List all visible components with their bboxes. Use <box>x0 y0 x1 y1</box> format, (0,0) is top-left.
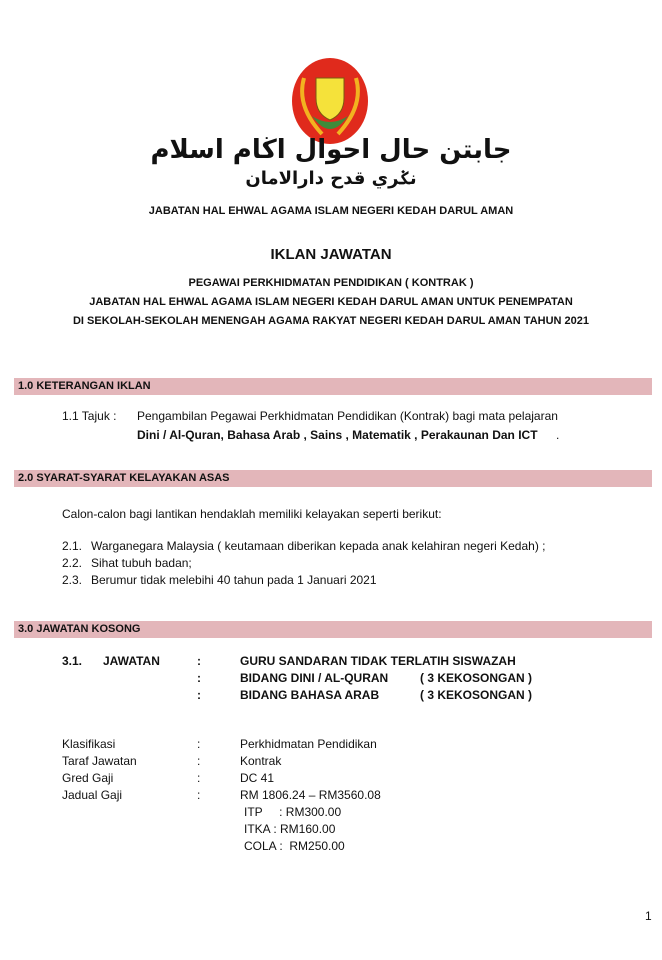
org-name: JABATAN HAL EHWAL AGAMA ISLAM NEGERI KEDAH DARUL AMAN <box>148 205 514 217</box>
colon: : <box>197 788 201 802</box>
req-text: Berumur tidak melebihi 40 tahun pada 1 Januari 2021 <box>91 573 377 587</box>
detail-value: DC 41 <box>240 771 275 785</box>
tajuk-label: 1.1 Tajuk : <box>62 409 117 423</box>
vacancy-count: ( 3 KEKOSONGAN ) <box>420 671 533 685</box>
detail-label: Gred Gaji <box>62 771 114 785</box>
logo-jawi-line1: جابتن حال احوال اڬام اسلام <box>150 135 512 165</box>
detail-label: Jadual Gaji <box>62 788 123 802</box>
colon: : <box>197 671 201 685</box>
subtitle-line: JABATAN HAL EHWAL AGAMA ISLAM NEGERI KEDAH DARUL AMAN UNTUK PENEMPATAN <box>89 296 573 308</box>
section-heading-1: 1.0 KETERANGAN IKLAN <box>14 378 652 395</box>
subtitle-line: PEGAWAI PERKHIDMATAN PENDIDIKAN ( KONTRAK ) <box>188 277 474 289</box>
req-text: Warganegara Malaysia ( keutamaan diberikan kepada anak kelahiran negeri Kedah) ; <box>91 539 546 553</box>
detail-label: Klasifikasi <box>62 737 116 751</box>
post-title: GURU SANDARAN TIDAK TERLATIH SISWAZAH <box>240 654 516 668</box>
req-num: 2.2. <box>62 556 83 570</box>
tajuk-dot: . <box>556 428 560 442</box>
tajuk-subjects: Dini / Al-Quran, Bahasa Arab , Sains , Matematik , Perakaunan Dan ICT <box>137 428 538 442</box>
detail-label: Taraf Jawatan <box>62 754 137 768</box>
detail-value: RM 1806.24 – RM3560.08 <box>240 788 381 802</box>
page-number: 1 <box>645 909 652 923</box>
detail-value: Kontrak <box>240 754 282 768</box>
colon: : <box>197 754 201 768</box>
post-num: 3.1. <box>62 654 83 668</box>
page-title: IKLAN JAWATAN <box>270 246 392 263</box>
colon: : <box>197 771 201 785</box>
post-label: JAWATAN <box>103 654 160 668</box>
req-num: 2.1. <box>62 539 83 553</box>
section-heading-3: 3.0 JAWATAN KOSONG <box>14 621 652 638</box>
section-heading-2: 2.0 SYARAT-SYARAT KELAYAKAN ASAS <box>14 470 652 487</box>
post-title: BIDANG DINI / AL-QURAN <box>240 671 389 685</box>
allowance: ITP : RM300.00 <box>244 805 342 819</box>
tajuk-text: Pengambilan Pegawai Perkhidmatan Pendidikan (Kontrak) bagi mata pelajaran <box>137 409 558 423</box>
req-num: 2.3. <box>62 573 83 587</box>
post-title: BIDANG BAHASA ARAB <box>240 688 380 702</box>
req-text: Sihat tubuh badan; <box>91 556 192 570</box>
vacancy-count: ( 3 KEKOSONGAN ) <box>420 688 533 702</box>
allowance: COLA : RM250.00 <box>244 839 345 853</box>
colon: : <box>197 737 201 751</box>
subtitle-line: DI SEKOLAH-SEKOLAH MENENGAH AGAMA RAKYAT NEGERI KEDAH DARUL AMAN TAHUN 2021 <box>72 315 589 327</box>
colon: : <box>197 654 201 668</box>
requirements-intro: Calon-calon bagi lantikan hendaklah memiliki kelayakan seperti berikut: <box>62 507 442 521</box>
kedah-emblem-logo <box>290 56 370 146</box>
logo-jawi-line2: نݢري قدح دارالامان <box>245 168 417 189</box>
allowance: ITKA : RM160.00 <box>244 822 336 836</box>
detail-value: Perkhidmatan Pendidikan <box>240 737 377 751</box>
colon: : <box>197 688 201 702</box>
